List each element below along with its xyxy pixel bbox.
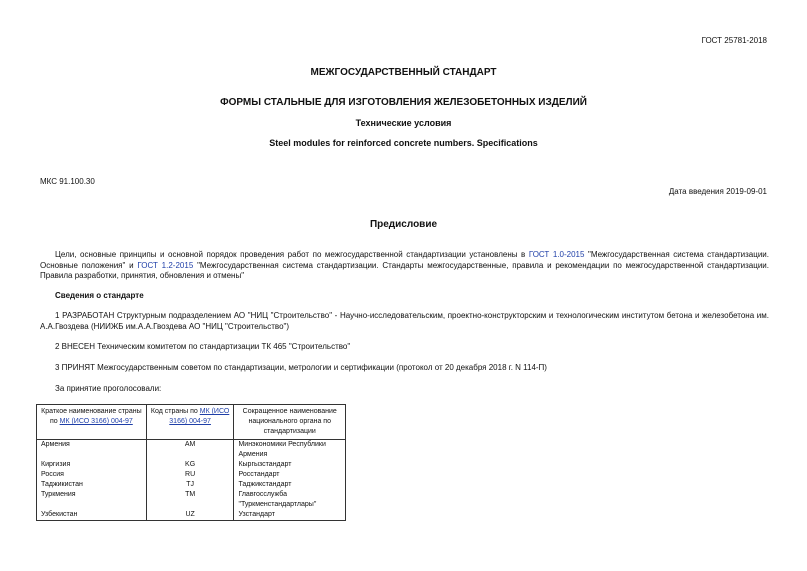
code-cell: KG (146, 460, 234, 470)
gost-1-0-link[interactable]: ГОСТ 1.0-2015 (528, 250, 585, 259)
body-cell: Главгосслужба "Туркменстандартлары" (238, 491, 317, 508)
country-cell: Узбекистан (37, 510, 147, 521)
introduction-date: Дата введения 2019-09-01 (668, 187, 767, 196)
paragraph-text: Цели, основные принципы и основной порядок проведения работ по межгосударственной стандартизации установлены в (55, 250, 529, 259)
standard-category: МЕЖГОСУДАРСТВЕННЫЙ СТАНДАРТ (310, 67, 497, 78)
paragraph-text: "Межгосударственная система стандартизации. Стандарты межгосударственные, правила и рекомендации по межгосударственной стандартизации. Правила разработки, принятия, обновления и отмены" (40, 260, 769, 280)
document-code: ГОСТ 25781-2018 (701, 36, 767, 45)
table-row (37, 510, 346, 521)
document-title-english: Steel modules for reinforced concrete numbers. Specifications (269, 138, 538, 148)
body-cell: Таджикстандарт (238, 481, 292, 488)
mk-iso-link[interactable]: МК (ИСО 3166) 004-97 (59, 418, 133, 425)
table-row (37, 460, 346, 470)
submitted-by-item: 2 ВНЕСЕН Техническим комитетом по стандартизации ТК 465 "Строительство" (55, 342, 351, 351)
adopted-by-item: 3 ПРИНЯТ Межгосударственным советом по стандартизации, метрологии и сертификации (протокол от 20 декабря 2018 г. N 114-П) (55, 363, 547, 372)
developed-by-item: 1 РАЗРАБОТАН Структурным подразделением АО "НИЦ "Строительство" - Научно-исследовательским, проектно-конструкторским и технологическим институтом бетона и железобетона им. А.А.Гвоздева (НИИЖБ им.А.А.Гвоздева АО "НИЦ "Строительство") (40, 311, 769, 331)
table-row (37, 440, 346, 461)
code-cell: AM (146, 440, 234, 461)
column-header-code (146, 405, 234, 440)
gost-1-2-link[interactable]: ГОСТ 1.2-2015 (137, 260, 194, 270)
paragraph-text: "Межгосударственная система стандартизации. Основные положения" и (40, 250, 769, 270)
body-cell: Росстандарт (238, 471, 280, 478)
code-cell: UZ (146, 510, 234, 521)
about-standard-heading: Сведения о стандарте (55, 291, 144, 300)
table-header-row (37, 405, 346, 440)
body-cell: Минэкономики Республики Армения (238, 441, 326, 458)
header-text: Код страны по (150, 408, 200, 415)
preface-heading: Предисловие (369, 219, 438, 230)
column-header-body: Сокращенное наименование национального органа по стандартизации (234, 405, 346, 440)
country-cell: Таджикистан (37, 480, 147, 490)
column-header-country (37, 405, 147, 440)
code-cell: TJ (146, 480, 234, 490)
table-row (37, 480, 346, 490)
voted-label: За принятие проголосовали: (55, 384, 162, 393)
country-cell: Туркмения (37, 490, 147, 510)
header-text: Краткое наименование страны по (41, 408, 142, 425)
voting-countries-table (36, 404, 346, 521)
table-row (37, 470, 346, 480)
table-row (37, 490, 346, 510)
body-cell: Узстандарт (238, 511, 275, 518)
mks-code: МКС 91.100.30 (40, 177, 95, 186)
country-cell: Россия (37, 470, 147, 480)
code-cell: RU (146, 470, 234, 480)
body-cell: Кыргызстандарт (238, 461, 292, 468)
country-cell: Армения (37, 440, 147, 461)
preface-paragraph (40, 250, 769, 282)
mk-iso-link[interactable]: МК (ИСО 3166) 004-97 (169, 408, 230, 425)
code-cell: TM (146, 490, 234, 510)
document-subtitle: Технические условия (355, 118, 452, 128)
country-cell: Киргизия (37, 460, 147, 470)
document-title: ФОРМЫ СТАЛЬНЫЕ ДЛЯ ИЗГОТОВЛЕНИЯ ЖЕЛЕЗОБЕТОННЫХ ИЗДЕЛИЙ (220, 97, 587, 108)
